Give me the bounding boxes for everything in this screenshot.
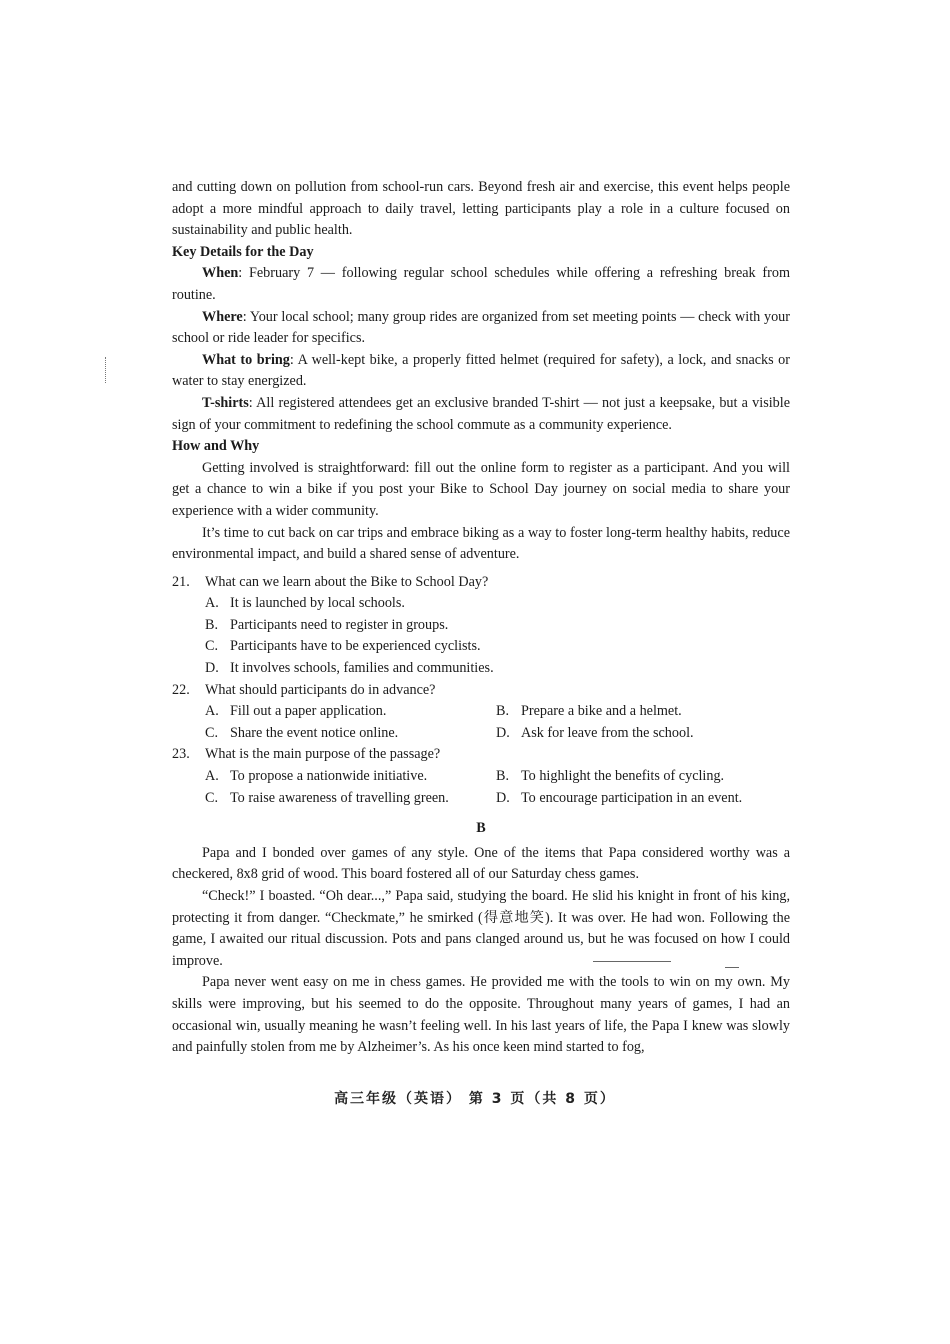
detail-when	[172, 263, 790, 306]
how-why-paragraph: Getting involved is straightforward: fill out the online form to register as a participant. And you will get a chance to win a bike if you post your Bike to School Day journey on social media to share your experience with a wider community.	[172, 459, 790, 519]
option-text: Prepare a bike and a helmet.	[521, 703, 682, 720]
how-why-heading: How and Why	[172, 438, 260, 455]
passage-b-paragraph: “Check!” I boasted. “Oh dear...,” Papa said, studying the board. He slid his knight in front of his king, protecting it from danger. “Checkmate,” he smirked (得意地笑). It was over. He had won. Following the game, I awaited our ritual discussion. Pots and pans clanged around us, but he was focused on how I could improve.	[172, 888, 790, 969]
option-a[interactable]	[205, 701, 496, 723]
option-letter: B.	[496, 703, 510, 720]
question-number: 22.	[172, 681, 190, 698]
option-text: It involves schools, families and communities.	[230, 660, 494, 677]
option-letter: C.	[205, 638, 219, 655]
passage-a-intro: and cutting down on pollution from school-run cars. Beyond fresh air and exercise, this event helps people adopt a more mindful approach to daily travel, letting participants play a role in a culture focused on sustainability and public health.	[172, 179, 790, 239]
option-c[interactable]	[205, 788, 496, 810]
question-23	[172, 744, 790, 809]
option-b[interactable]	[496, 701, 787, 723]
option-b[interactable]	[496, 766, 787, 788]
option-d[interactable]	[172, 658, 790, 680]
scribble-line	[593, 961, 671, 962]
page-content	[172, 177, 790, 1059]
option-a[interactable]	[172, 593, 790, 615]
option-text: To propose a nationwide initiative.	[230, 768, 428, 785]
margin-mark	[105, 357, 106, 383]
question-stem: What should participants do in advance?	[205, 681, 436, 698]
how-why-paragraph: It’s time to cut back on car trips and embrace biking as a way to foster long-term healthy habits, reduce environmental impact, and build a shared sense of adventure.	[172, 524, 790, 563]
scribble-line	[725, 967, 739, 968]
option-text: To raise awareness of travelling green.	[230, 789, 449, 806]
question-21	[172, 572, 790, 680]
detail-label: When	[202, 265, 239, 282]
option-letter: A.	[205, 703, 219, 720]
question-stem: What is the main purpose of the passage?	[205, 746, 441, 763]
option-d[interactable]	[496, 723, 787, 745]
question-stem: What can we learn about the Bike to School Day?	[205, 573, 489, 590]
option-a[interactable]	[205, 766, 496, 788]
option-letter: D.	[496, 789, 510, 806]
option-text: Participants need to register in groups.	[230, 616, 449, 633]
detail-text: : February 7 — following regular school schedules while offering a refreshing break from routine.	[172, 265, 790, 303]
option-text: Participants have to be experienced cyclists.	[230, 638, 481, 655]
option-letter: A.	[205, 595, 219, 612]
option-c[interactable]	[205, 723, 496, 745]
key-details-heading: Key Details for the Day	[172, 243, 314, 260]
detail-label: T-shirts	[202, 394, 249, 411]
option-b[interactable]	[172, 615, 790, 637]
detail-where	[172, 307, 790, 350]
passage-b-paragraph: Papa never went easy on me in chess games. He provided me with the tools to win on my own. My skills were improving, but his seemed to do the opposite. Throughout many years of games, I had an occasional win, usually meaning he wasn’t feeling well. In his last years of life, the Papa I knew was slowly and painfully stolen from me by Alzheimer’s. As his once keen mind started to fog,	[172, 974, 790, 1056]
option-text: Share the event notice online.	[230, 724, 399, 741]
passage-b-paragraph: Papa and I bonded over games of any style. One of the items that Papa considered worthy was a checkered, 8x8 grid of wood. This board fostered all of our Saturday chess games.	[172, 844, 790, 883]
option-letter: D.	[205, 660, 219, 677]
question-number: 23.	[172, 746, 190, 763]
option-letter: A.	[205, 768, 219, 785]
option-letter: B.	[205, 616, 219, 633]
page-footer: 高三年级（英语） 第 3 页（共 8 页）	[334, 1091, 616, 1107]
option-letter: C.	[205, 724, 219, 741]
option-text: Ask for leave from the school.	[521, 724, 694, 741]
detail-text: : Your local school; many group rides are organized from set meeting points — check with your school or ride leader for specifics.	[172, 308, 790, 347]
option-text: Fill out a paper application.	[230, 703, 387, 720]
option-text: To encourage participation in an event.	[521, 789, 743, 806]
question-22	[172, 680, 790, 745]
detail-what-to-bring	[172, 350, 790, 393]
option-c[interactable]	[172, 636, 790, 658]
detail-label: Where	[202, 308, 243, 325]
section-b-title: B	[476, 820, 486, 837]
detail-label: What to bring	[202, 351, 290, 368]
option-d[interactable]	[496, 788, 787, 810]
question-number: 21.	[172, 573, 190, 590]
option-text: It is launched by local schools.	[230, 595, 405, 612]
detail-text: : A well-kept bike, a properly fitted helmet (required for safety), a lock, and snacks or water to stay energized.	[172, 351, 791, 390]
detail-t-shirts	[172, 393, 790, 436]
option-text: To highlight the benefits of cycling.	[521, 768, 725, 785]
option-letter: C.	[205, 789, 219, 806]
option-letter: D.	[496, 724, 510, 741]
option-letter: B.	[496, 768, 510, 785]
detail-text: : All registered attendees get an exclusive branded T-shirt — not just a keepsake, but a visible sign of your commitment to redefining the school commute as a community experience.	[172, 394, 790, 433]
